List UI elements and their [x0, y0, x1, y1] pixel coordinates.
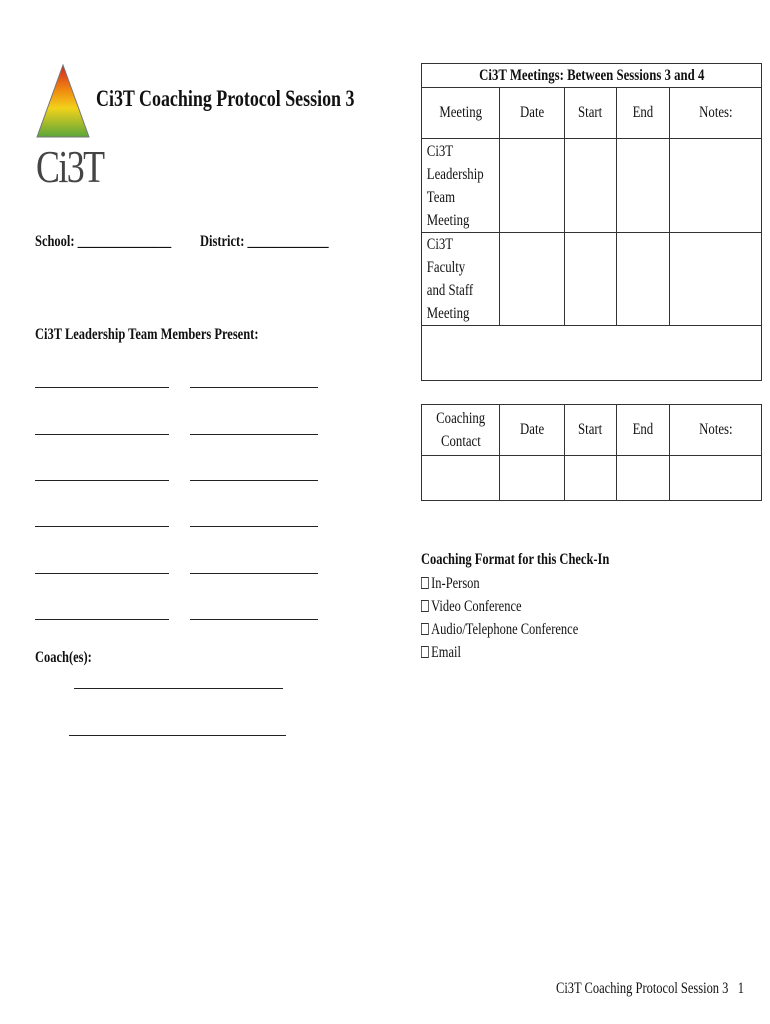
format-option-audio-telephone[interactable]: Audio/Telephone Conference — [421, 621, 578, 639]
ci3t-logo-wordmark: Ci3T — [36, 141, 104, 192]
member-line[interactable] — [35, 619, 169, 620]
notes-cell[interactable] — [670, 139, 762, 233]
col-header-date: Date — [500, 88, 565, 139]
start-cell[interactable] — [565, 139, 617, 233]
meeting-name-cell: Ci3T Faculty and Staff Meeting — [422, 233, 500, 326]
format-option-email[interactable]: Email — [421, 644, 461, 662]
table-row — [422, 456, 762, 501]
col-header-start: Start — [565, 405, 617, 456]
member-line[interactable] — [190, 480, 318, 481]
checkbox-icon[interactable] — [421, 646, 429, 658]
notes-cell[interactable] — [670, 233, 762, 326]
page-footer — [556, 980, 744, 998]
school-field[interactable]: School: _______________ — [35, 233, 172, 250]
format-option-video[interactable]: Video Conference — [421, 598, 522, 616]
col-header-date: Date — [500, 405, 565, 456]
member-line[interactable] — [35, 573, 169, 574]
coaching-contact-cell[interactable] — [422, 456, 500, 501]
start-cell[interactable] — [565, 233, 617, 326]
coaching-contact-table — [421, 404, 762, 501]
coach-line[interactable] — [74, 688, 283, 689]
meetings-table — [421, 63, 762, 381]
member-line[interactable] — [35, 526, 169, 527]
ci3t-logo-triangle-icon — [36, 64, 90, 138]
end-cell[interactable] — [617, 139, 670, 233]
meetings-table-caption: Ci3T Meetings: Between Sessions 3 and 4 — [422, 64, 762, 88]
member-line[interactable] — [190, 526, 318, 527]
member-line[interactable] — [35, 387, 169, 388]
coaches-label: Coach(es): — [35, 649, 92, 666]
coach-line[interactable] — [69, 735, 286, 736]
page-title: Ci3T Coaching Protocol Session 3 — [96, 86, 355, 111]
member-line[interactable] — [190, 573, 318, 574]
col-header-notes: Notes: — [670, 88, 762, 139]
col-header-start: Start — [565, 88, 617, 139]
col-header-coaching-contact: Coaching Contact — [422, 405, 500, 456]
member-line[interactable] — [190, 387, 318, 388]
blank-row-cell[interactable] — [422, 326, 762, 381]
checkbox-icon[interactable] — [421, 577, 429, 589]
footer-title: Ci3T Coaching Protocol Session 3 — [556, 980, 729, 997]
meeting-name-cell: Ci3T Leadership Team Meeting — [422, 139, 500, 233]
members-present-label: Ci3T Leadership Team Members Present: — [35, 326, 259, 343]
member-line[interactable] — [190, 434, 318, 435]
member-line[interactable] — [190, 619, 318, 620]
district-field[interactable]: District: _____________ — [200, 233, 329, 250]
col-header-notes: Notes: — [670, 405, 762, 456]
member-line[interactable] — [35, 480, 169, 481]
checkbox-icon[interactable] — [421, 623, 429, 635]
col-header-end: End — [617, 88, 670, 139]
date-cell[interactable] — [500, 456, 565, 501]
notes-cell[interactable] — [670, 456, 762, 501]
date-cell[interactable] — [500, 233, 565, 326]
end-cell[interactable] — [617, 456, 670, 501]
format-option-in-person[interactable]: In-Person — [421, 575, 480, 593]
col-header-meeting: Meeting — [422, 88, 500, 139]
table-row — [422, 233, 762, 326]
table-row — [422, 326, 762, 381]
table-row — [422, 139, 762, 233]
coaching-format-heading: Coaching Format for this Check-In — [421, 551, 610, 568]
checkbox-icon[interactable] — [421, 600, 429, 612]
start-cell[interactable] — [565, 456, 617, 501]
member-line[interactable] — [35, 434, 169, 435]
end-cell[interactable] — [617, 233, 670, 326]
date-cell[interactable] — [500, 139, 565, 233]
page-number: 1 — [737, 980, 745, 997]
col-header-end: End — [617, 405, 670, 456]
